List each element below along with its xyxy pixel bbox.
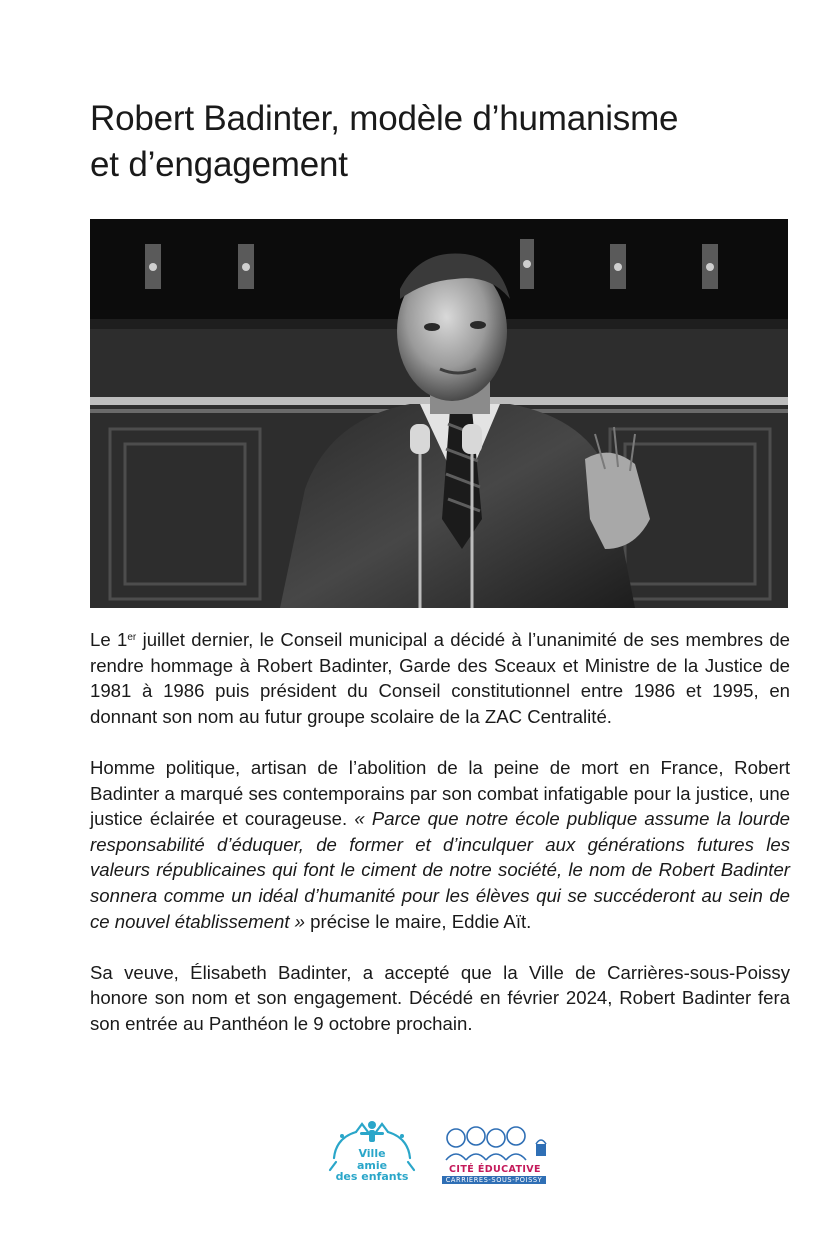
page-title bbox=[90, 96, 790, 188]
paragraph-2-text: Homme politique, artisan de l’abolition de la peine de mort en France, Robert Badinter a marqué ses contemporains par son combat infatigable pour la justice, une justice éclairée et courageuse. bbox=[90, 756, 790, 830]
paragraph-1 bbox=[90, 627, 790, 729]
paragraph-2-attribution: précise le maire, Eddie Aït. bbox=[305, 910, 532, 932]
page-title-line-2: et d’engagement bbox=[90, 145, 348, 184]
superscript-er: er bbox=[127, 632, 137, 643]
cite-educative-city: CARRIÈRES-SOUS-POISSY bbox=[442, 1176, 546, 1184]
ville-amie-line-1: Ville bbox=[358, 1147, 386, 1160]
portrait-photo bbox=[90, 219, 788, 608]
paragraph-3 bbox=[90, 960, 790, 1037]
ville-amie-line-3: des enfants bbox=[335, 1170, 409, 1183]
ville-amie-text bbox=[326, 1148, 418, 1183]
paragraph-1-text: juillet dernier, le Conseil municipal a décidé à l’unanimité de ses membres de rendre hommage à Robert Badinter, Garde des Sceaux et Ministre de la Justice de 1981 à 1986 puis président du Conseil constitutionnel entre 1986 et 1995, en donnant son nom au futur groupe scolaire de la ZAC Centralité. bbox=[90, 629, 790, 727]
cite-educative-faces-icon bbox=[440, 1122, 550, 1164]
cite-educative-title: CITÉ ÉDUCATIVE bbox=[449, 1164, 541, 1175]
article-body bbox=[90, 627, 790, 1062]
cite-educative-logo bbox=[440, 1122, 550, 1194]
paragraph-2 bbox=[90, 755, 790, 934]
page-title-line-1: Robert Badinter, modèle d’humanisme bbox=[90, 99, 679, 138]
photo-illustration bbox=[90, 219, 788, 608]
mayor-quote: « Parce que notre école publique assume la lourde responsabilité d’éduquer, de former et d’inculquer aux générations futures les valeurs républicaines qui font le ciment de notre société, le nom de Robert Badinter sonnera comme un idéal d’humanité pour les élèves qui se succéderont au sein de ce nouvel établissement » bbox=[90, 808, 790, 932]
partner-logos bbox=[0, 1118, 835, 1198]
paragraph-3-text: Sa veuve, Élisabeth Badinter, a accepté que la Ville de Carrières-sous-Poissy honore son nom et son engagement. Décédé en février 2024, Robert Badinter fera son entrée au Panthéon le 9 octobre prochain. bbox=[90, 961, 790, 1034]
ville-amie-des-enfants-logo bbox=[326, 1118, 418, 1194]
paragraph-1-prefix: Le 1 bbox=[90, 629, 128, 650]
ville-amie-line-2: amie bbox=[356, 1158, 388, 1172]
